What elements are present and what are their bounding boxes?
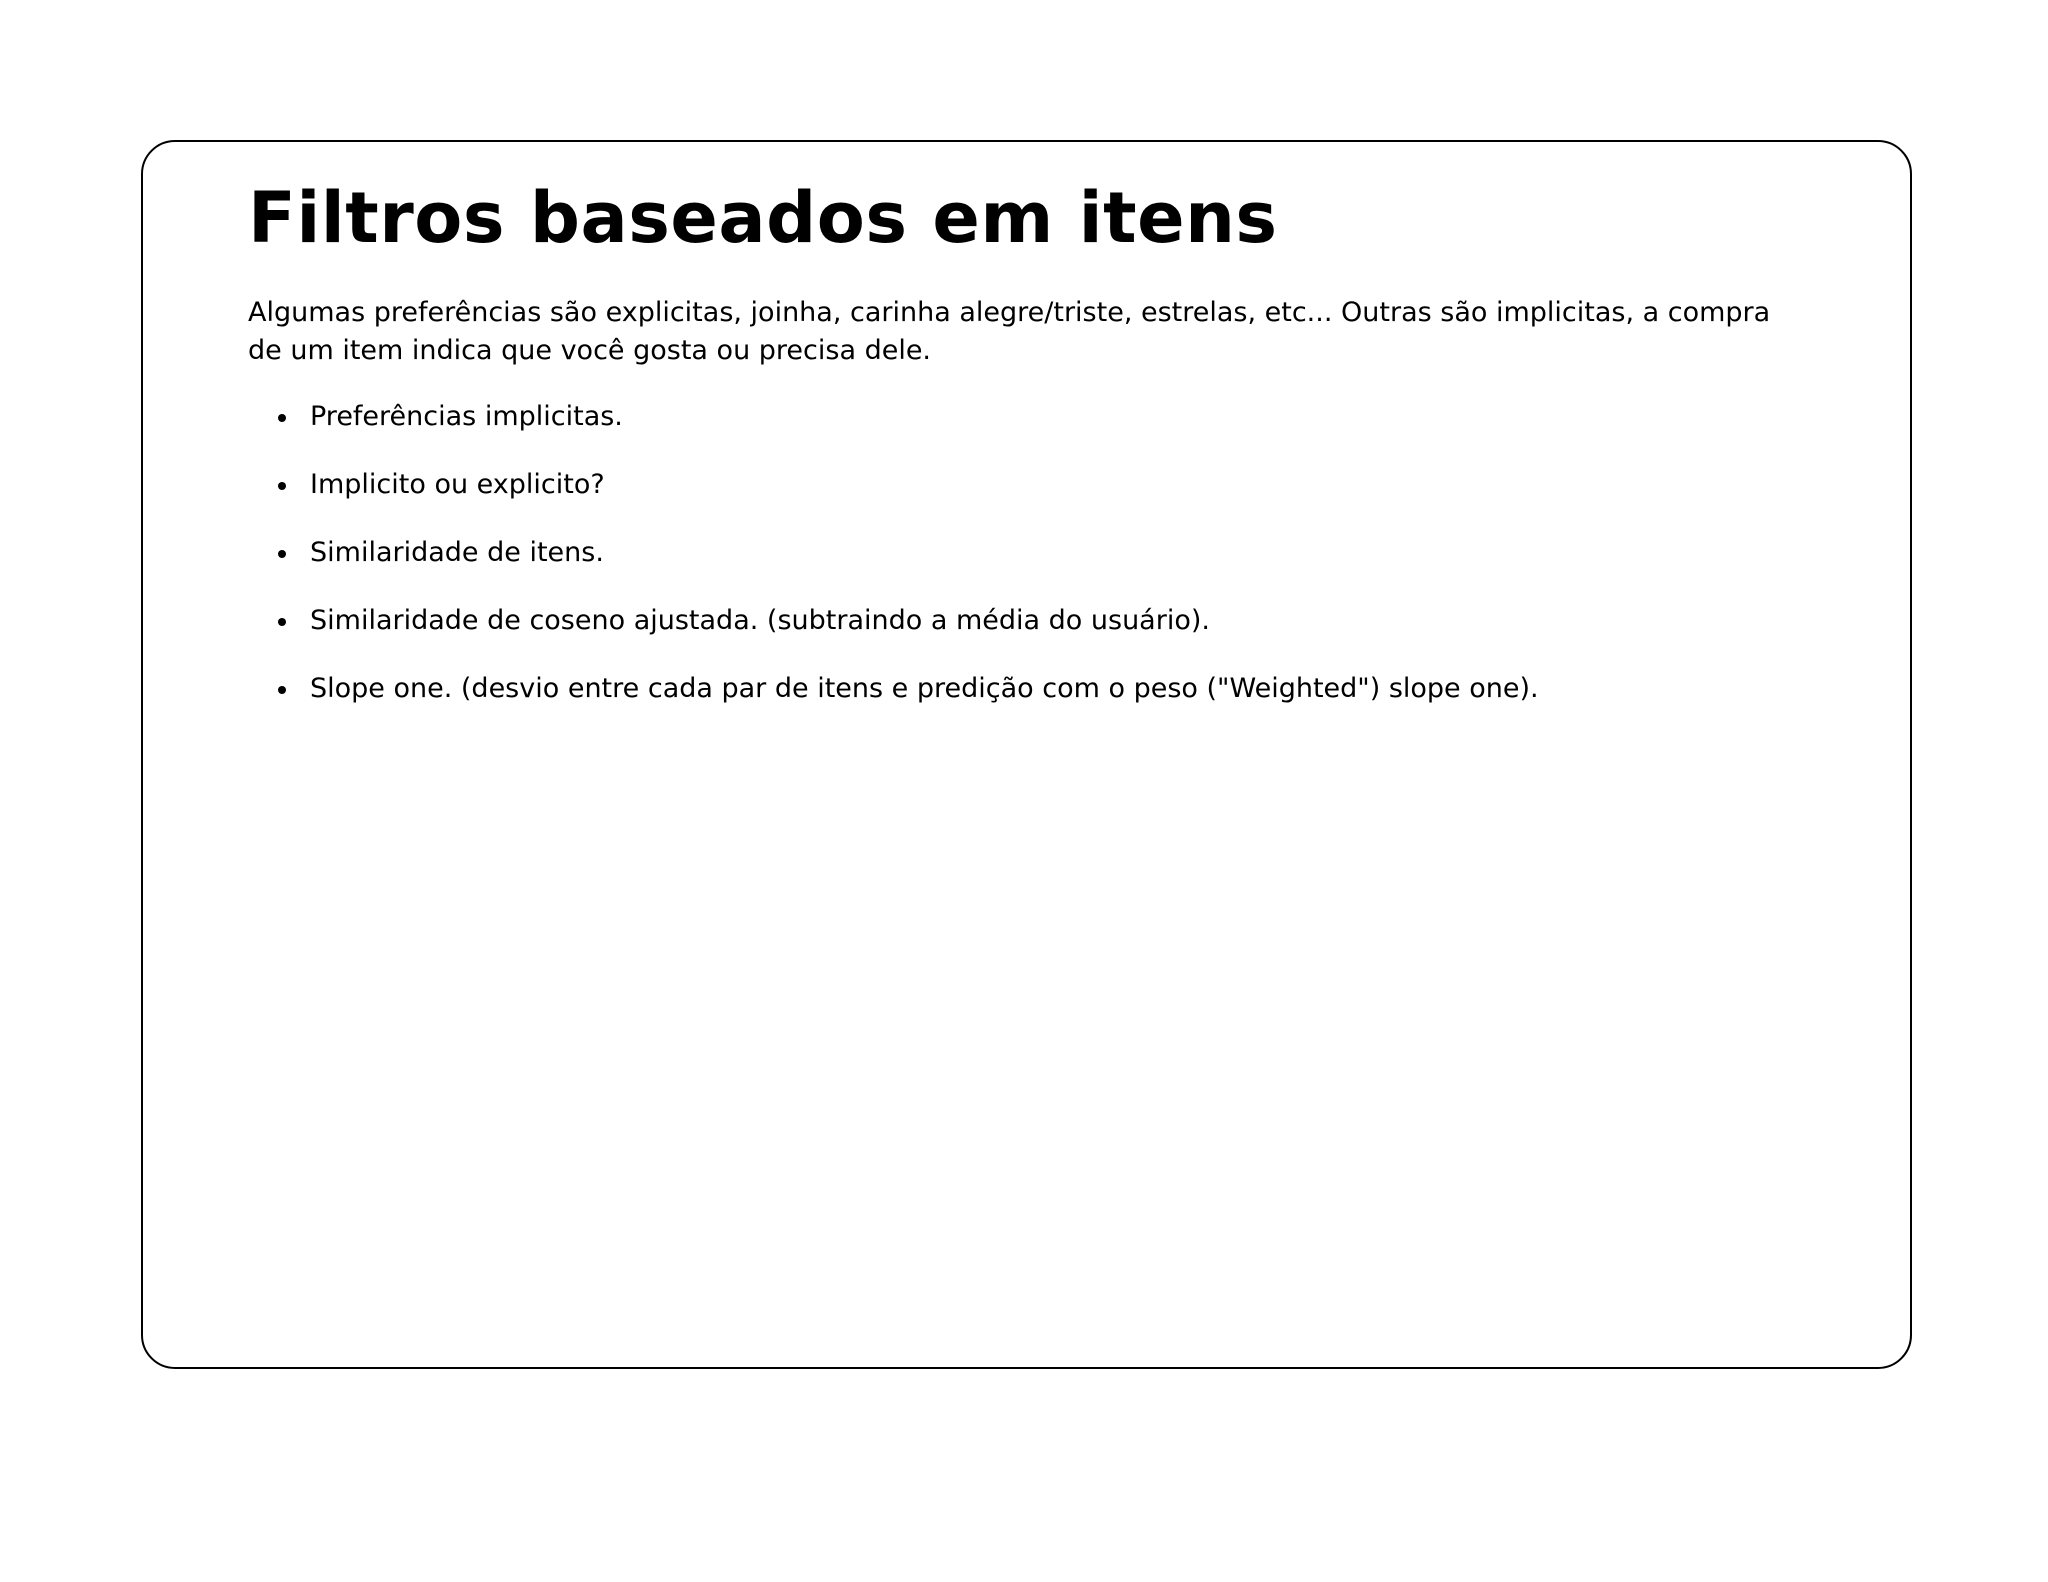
list-item [270,602,1830,670]
list-item-text: Similaridade de coseno ajustada. (subtraindo a média do usuário). [310,605,1210,636]
list-item-text: Slope one. (desvio entre cada par de itens e predição com o peso ("Weighted") slope one). [310,673,1539,704]
list-item-text: Similaridade de itens. [310,537,604,568]
list-item [270,398,1830,466]
list-item-text: Preferências implicitas. [310,401,623,432]
bullet-icon [278,414,286,422]
slide-title: Filtros baseados em itens [248,177,1278,259]
bullet-icon [278,482,286,490]
list-item [270,670,1830,738]
list-item-text: Implicito ou explicito? [310,469,605,500]
bullet-list [270,398,1830,738]
bullet-icon [278,550,286,558]
bullet-icon [278,686,286,694]
list-item [270,466,1830,534]
list-item [270,534,1830,602]
intro-paragraph: Algumas preferências são explicitas, joinha, carinha alegre/triste, estrelas, etc... Outras são implicitas, a compra de um item indica que você gosta ou precisa dele. [248,297,1771,366]
bullet-icon [278,618,286,626]
